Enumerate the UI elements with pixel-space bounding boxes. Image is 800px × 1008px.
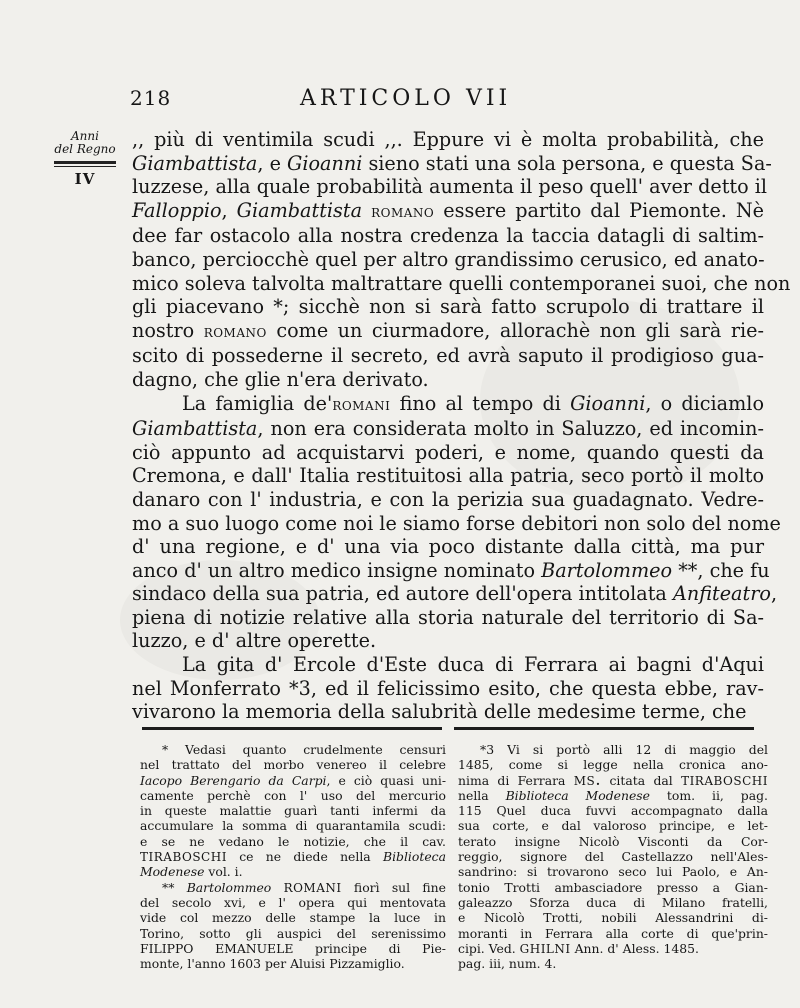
text-run: cipi. Ved. (458, 940, 520, 956)
footnote-line (140, 876, 446, 897)
text-run: sua corte, e dal valoroso principe, e let- (458, 818, 768, 834)
text-run: gli piacevano *; sicchè non si sarà fatto scrupolo di trattare il (132, 295, 764, 319)
margin-rule (54, 161, 116, 164)
text-run: Cremona, e dall' Italia restituitosi alla patria, seco portò il molto (132, 464, 764, 488)
text-run: ghilni (519, 937, 571, 958)
text-run: tonio Trotti ambasciadore presso a Gian- (458, 879, 768, 895)
text-run: nostro (132, 318, 204, 342)
footnote-line (140, 803, 446, 818)
text-line (132, 151, 772, 176)
footnote-line (458, 788, 768, 803)
text-run: fiorì sul fine (341, 879, 446, 895)
text-run: luzzo, e d' altre operette. (132, 629, 377, 653)
text-run: luzzese, alla quale probabilità aumenta il peso quell' aver detto il (132, 175, 768, 199)
text-run: reggio, signore del Castellazzo nell'Ales- (458, 849, 768, 865)
text-line (132, 535, 764, 559)
text-line (132, 128, 764, 152)
footnote-column-left (140, 742, 446, 971)
text-run: romano (203, 321, 267, 342)
text-run: Falloppio (132, 198, 222, 222)
text-line (132, 224, 764, 248)
body-text (132, 128, 791, 724)
text-run: come un ciurmadore, allorachè non gli sarà rie- (266, 318, 764, 342)
page-number: 218 (130, 86, 172, 110)
text-run: , o diciamlo (645, 391, 764, 415)
text-run: Biblioteca Modenese (505, 787, 650, 803)
text-run: **, che fu (672, 558, 770, 582)
text-run: La gita d' Ercole d'Este duca di Ferrara ai bagni d'Aqui (182, 653, 764, 677)
text-line (132, 417, 764, 441)
text-run: Giambattista (132, 151, 258, 175)
text-run: , e ciò quasi uni- (326, 772, 446, 788)
text-run: 115 Quel duca fuvvi accompagnato dalla (458, 803, 768, 819)
text-run: scito di possederne il secreto, ed avrà saputo il prodigioso gua- (132, 344, 764, 368)
text-line (132, 488, 764, 512)
footnote-line (458, 956, 768, 971)
text-run: Iacopo Berengario da Carpi (140, 772, 327, 788)
text-line (132, 441, 764, 465)
text-run: 1485, come si legge nella cronica ano- (458, 757, 768, 773)
text-run: vivarono la memoria della salubrità delle medesime terme, che (132, 700, 747, 724)
page-header (130, 86, 760, 116)
running-head: ARTICOLO VII (300, 86, 512, 111)
text-run: essere partito dal Piemonte. Nè (434, 198, 764, 222)
regno-number: IV (74, 170, 96, 188)
footnote-line (458, 880, 768, 895)
text-run: dagno, che glie n'era derivato. (132, 367, 429, 391)
separator-rule-right (454, 727, 754, 730)
text-run: vide col mezzo delle stampe la luce in (140, 910, 446, 926)
text-run: anco d' un altro medico insigne nominato (132, 558, 542, 582)
text-run: e Nicolò Trotti, nobili Alessandrini di- (458, 910, 768, 926)
margin-note (50, 130, 120, 186)
footnote-separator (142, 715, 756, 734)
text-run: romani (283, 876, 342, 897)
text-line (132, 199, 764, 225)
text-run: FILIPPO EMANUELE principe di Pie- (140, 940, 446, 956)
footnote-line (458, 926, 768, 941)
text-run: e se ne vedano le notizie, che il cav. (140, 833, 446, 849)
text-run: fino al tempo di (390, 391, 571, 415)
text-run: Modenese (140, 864, 205, 880)
text-run: romano (371, 201, 435, 222)
text-line (132, 319, 764, 345)
footnote-line (458, 895, 768, 910)
footnote-line (140, 773, 446, 788)
text-run: banco, perciocchè quel per altro grandissimo cerusico, ed anato- (132, 247, 765, 271)
text-run: Gioanni (570, 391, 646, 415)
text-line (132, 677, 764, 701)
text-line (132, 464, 764, 488)
text-run: nima di Ferrara (458, 772, 574, 788)
footnote-line (458, 834, 768, 849)
text-run: ce ne diede nella (226, 849, 383, 865)
text-run: piena di notizie relative alla storia naturale del territorio di Sa- (132, 605, 764, 629)
text-run: La famiglia de' (182, 391, 333, 415)
text-run: del secolo xvi, e l' opera qui mentovata (140, 894, 446, 910)
text-run: Ann. d' Aless. 1485. (570, 940, 699, 956)
text-line (132, 511, 781, 536)
text-line (132, 582, 778, 606)
footnote-line (458, 864, 768, 879)
text-line (132, 248, 764, 272)
text-run: sandrino: si trovarono seco lui Paolo, e An- (458, 864, 768, 880)
text-run: , non era considerata molto in Saluzzo, ed incomin- (257, 417, 764, 441)
text-run: Anfiteatro (672, 582, 771, 606)
footnote-line (140, 926, 446, 941)
text-line (132, 295, 764, 319)
text-run (271, 880, 283, 895)
text-run: ciò appunto ad acquistarvi poderi, e nome, quando questi da (132, 440, 764, 464)
text-run: mico soleva talvolta maltrattare quelli contemporanei suoi, che non (132, 271, 791, 295)
text-run: galeazzo Sforza duca di Milano fratelli, (458, 894, 768, 910)
text-line (132, 653, 764, 677)
text-run: citata dal (601, 772, 682, 788)
text-run: romani (332, 394, 391, 415)
text-run: monte, l'anno 1603 per Aluisi Pizzamiglio. (140, 956, 405, 972)
text-run: dee far ostacolo alla nostra credenza la taccia datagli di saltim- (132, 224, 764, 248)
footnote-line (458, 742, 768, 757)
text-run: sindaco della sua patria, ed autore dell'opera intitolata (132, 582, 673, 606)
text-run: , e (257, 151, 288, 175)
text-run: Biblioteca (382, 849, 446, 865)
text-run: accumulare la somma di quarantamila scudi: (140, 818, 446, 834)
text-line (132, 344, 764, 368)
text-run: nella (458, 787, 506, 803)
text-run: *3 Vi si portò alli 12 di maggio del (480, 742, 768, 757)
text-run: d' una regione, e d' una via poco distante dalla città, ma pur (132, 535, 764, 559)
footnote-line (140, 788, 446, 803)
text-run: mo a suo luogo come noi le siamo forse debitori non solo del nome (132, 511, 781, 535)
footnote-line (140, 742, 446, 757)
text-line (132, 368, 764, 392)
margin-rule-thin (54, 166, 116, 167)
footnote-line (458, 803, 768, 818)
text-run (362, 199, 371, 222)
text-run: vol. i. (204, 864, 243, 880)
text-run: Gioanni (287, 151, 363, 175)
text-run: Bartolommeo (186, 879, 272, 895)
text-run: tiraboschi (140, 846, 227, 867)
text-run: tiraboschi (681, 769, 768, 790)
text-run: ** (162, 879, 187, 895)
text-run: danaro con l' industria, e con la perizia sua guadagnato. Vedre- (132, 487, 764, 511)
separator-rule-left (142, 727, 442, 730)
text-line (132, 271, 791, 296)
footnote-line (140, 910, 446, 925)
text-run: , (221, 198, 237, 222)
footnote-line (140, 818, 446, 833)
text-run: Torino, sotto gli auspici del serenissimo (140, 925, 446, 941)
footnote-line (140, 846, 446, 867)
text-line (132, 558, 770, 583)
text-run: tom. ii, pag. (649, 787, 768, 803)
text-line (132, 392, 764, 418)
text-run: ms. (573, 769, 602, 790)
footnote-line (458, 937, 768, 958)
text-run: nel trattato del morbo venereo il celebre (140, 757, 446, 773)
text-line (132, 606, 764, 630)
footnote-line (140, 757, 446, 772)
text-run: in queste malattie guarì tanti infermi da (140, 803, 446, 819)
footnote-line (140, 956, 446, 971)
text-run: nel Monferrato *3, ed il felicissimo esito, che questa ebbe, rav- (132, 676, 764, 700)
text-line (132, 629, 764, 653)
footnote-line (140, 941, 446, 956)
text-run: Giambattista (132, 417, 258, 441)
footnote-line (458, 910, 768, 925)
text-line (132, 175, 768, 199)
text-run: terato insigne Nicolò Visconti da Cor- (458, 833, 768, 849)
text-run: pag. iii, num. 4. (458, 956, 557, 972)
text-run: , (770, 582, 778, 606)
text-run: Bartolommeo (541, 558, 673, 582)
footnote-line (140, 895, 446, 910)
text-run: moranti in Ferrara alla corte di que'prin- (458, 925, 768, 941)
margin-label-regno: del Regno (54, 142, 116, 156)
footnote-line (458, 818, 768, 833)
margin-label-anni: Anni (71, 129, 99, 143)
footnote-line (458, 769, 768, 790)
text-run: sieno stati una sola persona, e questa Sa- (362, 151, 772, 175)
text-run: * Vedasi quanto crudelmente censuri (162, 742, 446, 757)
footnote-column-right (458, 742, 768, 971)
text-run: camente perchè con l' uso del mercurio (140, 787, 446, 803)
footnote-line (458, 849, 768, 864)
text-run: ,, più di ventimila scudi ,,. Eppure vi è molta probabilità, che (132, 128, 764, 151)
text-run: Giambattista (236, 198, 363, 222)
